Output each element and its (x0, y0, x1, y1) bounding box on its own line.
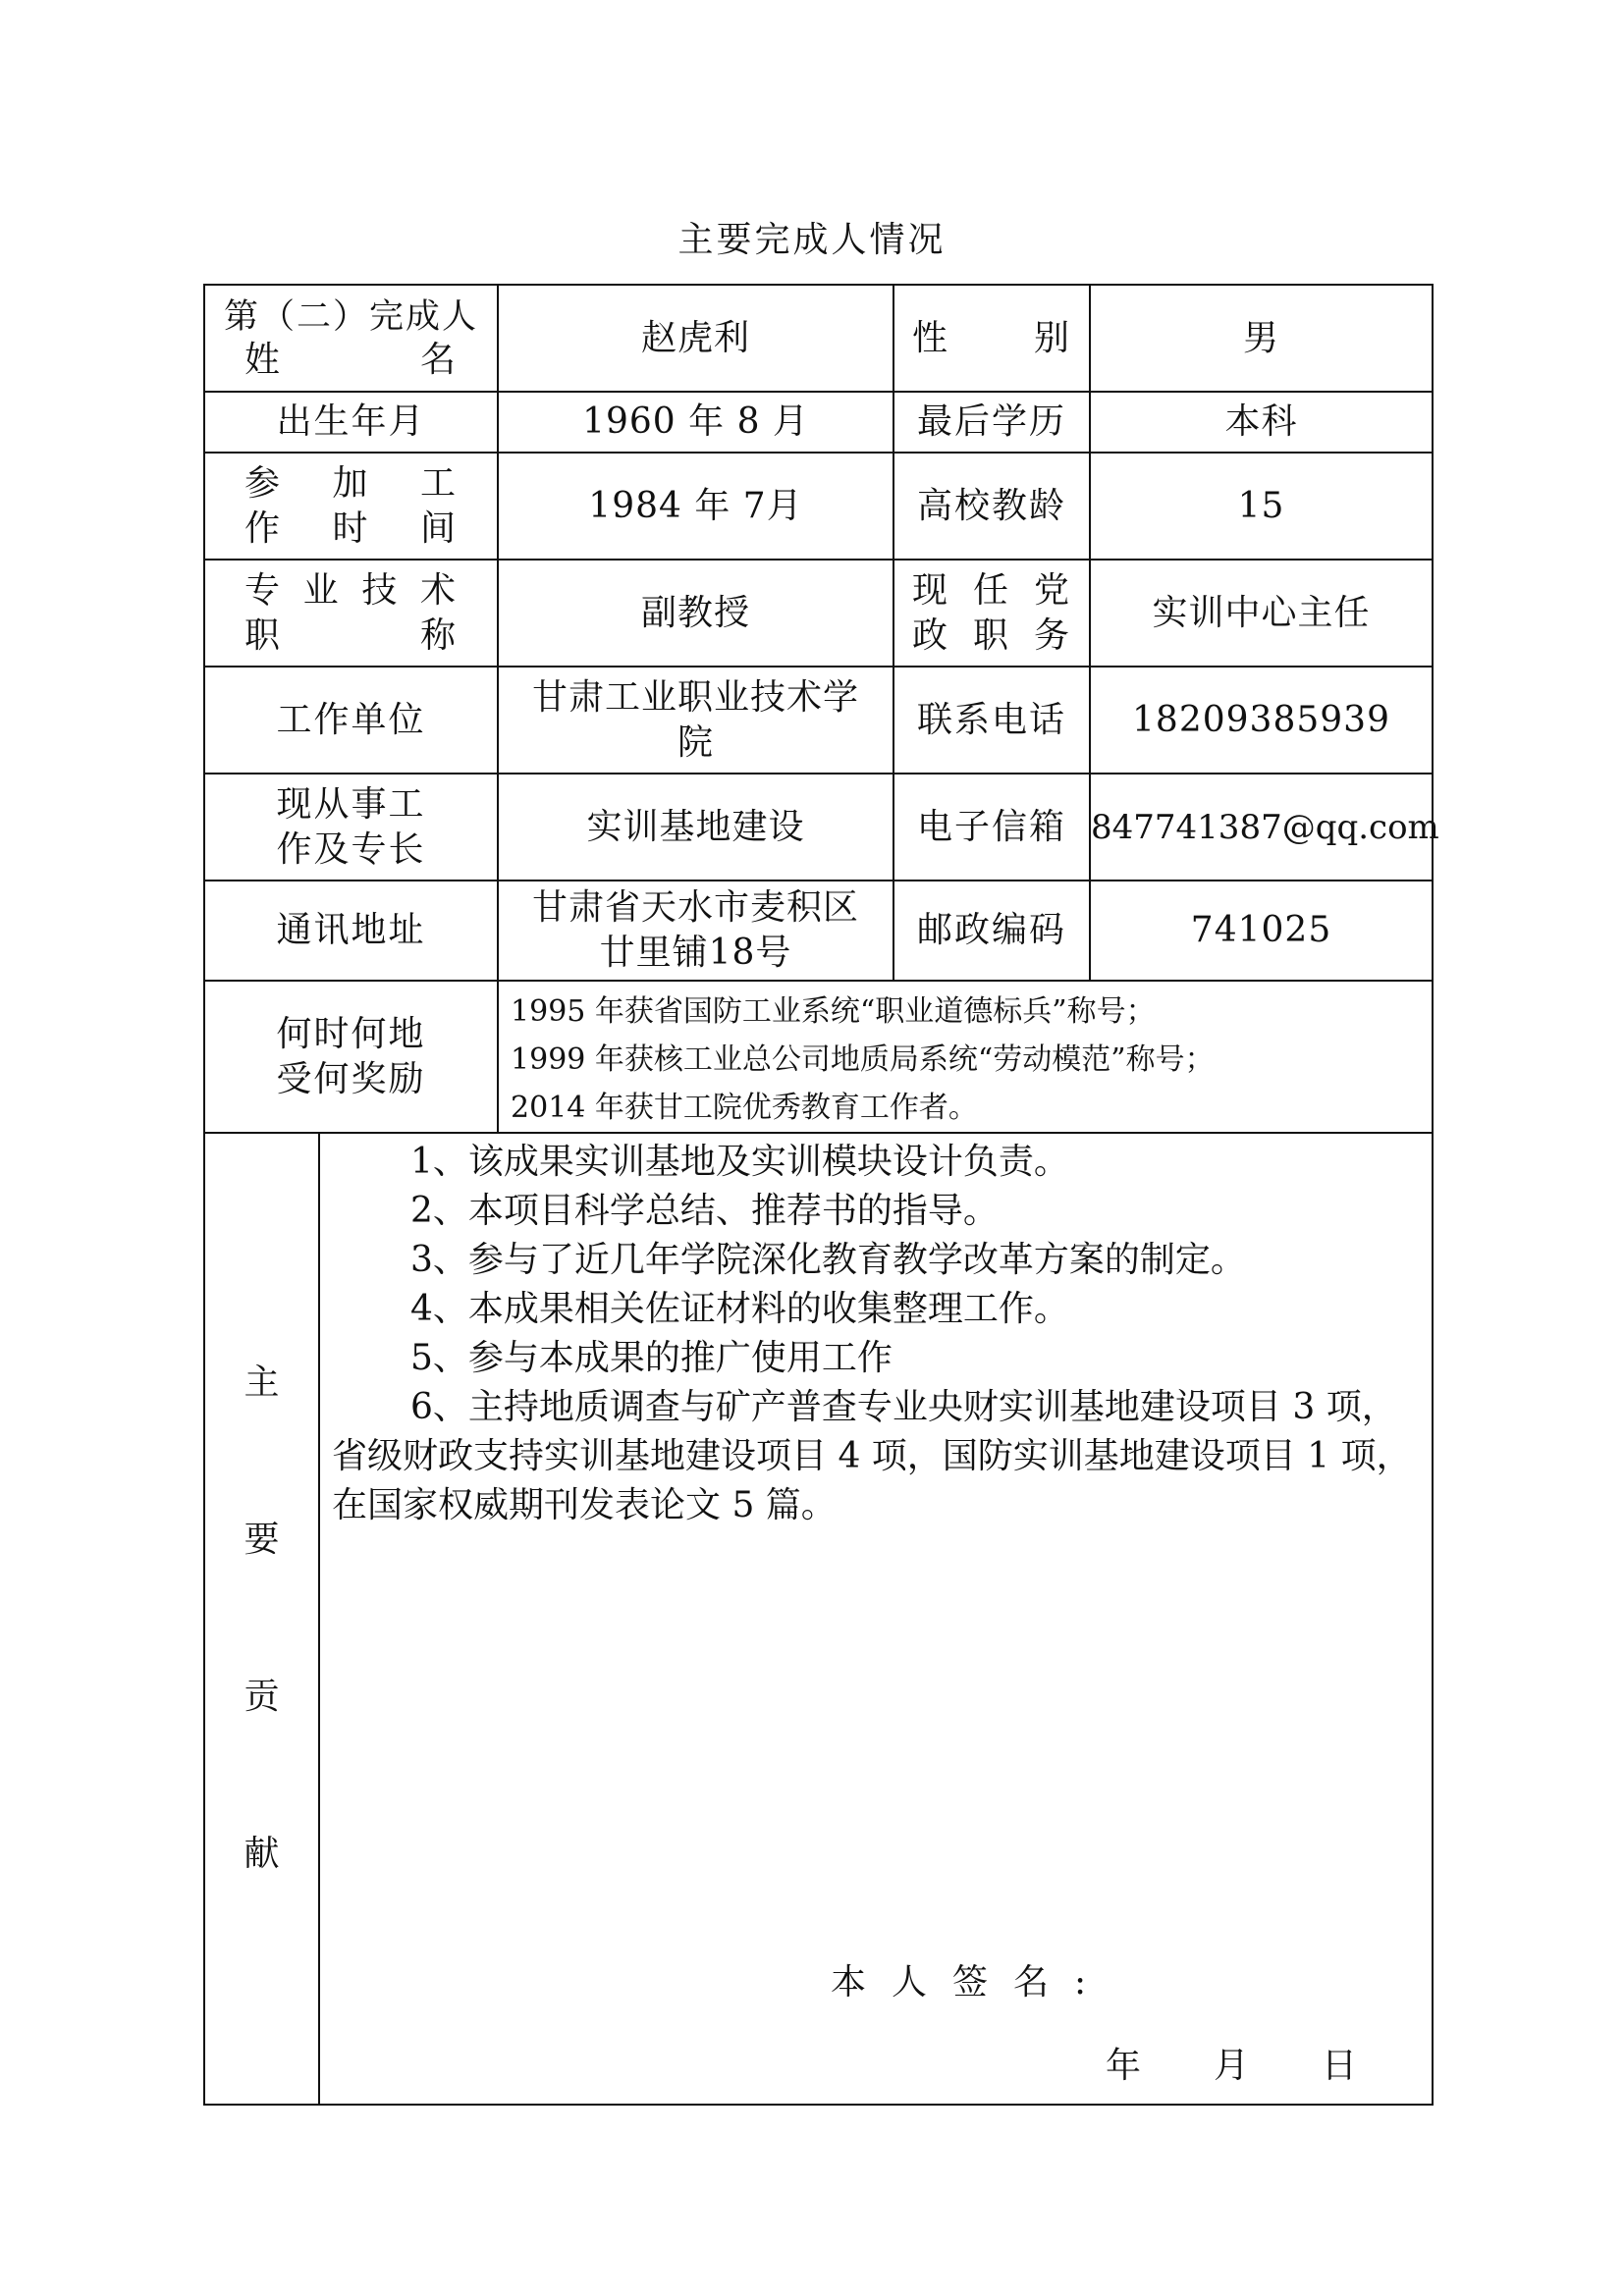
employer-label: 工作单位 (204, 667, 498, 774)
work-start-value: 1984 年 7月 (498, 453, 893, 560)
contribution-item: 1、该成果实训基地及实训模块设计负责。 (410, 1142, 1069, 1182)
address-label: 通讯地址 (204, 881, 498, 981)
specialty-value: 实训基地建设 (498, 774, 893, 881)
awards-list (498, 981, 1433, 1133)
signature-date: 年 月 日 (1106, 2046, 1358, 2086)
professional-title-label: 专业技术 职称 (204, 560, 498, 667)
address-value: 甘肃省天水市麦积区 廿里铺18号 (498, 881, 893, 981)
birth-row (204, 392, 1433, 453)
birth-value: 1960 年 8 月 (498, 392, 893, 453)
education-value: 本科 (1090, 392, 1433, 453)
award-item: 1995 年获省国防工业系统“职业道德标兵”称号； (511, 994, 1156, 1029)
signature-label: 本人签名: (831, 1962, 1112, 2002)
teaching-years-value: 15 (1090, 453, 1433, 560)
specialty-row (204, 774, 1433, 881)
teaching-years-label: 高校教龄 (893, 453, 1090, 560)
email-label: 电子信箱 (893, 774, 1090, 881)
specialty-label: 现从事工 作及专长 (204, 774, 498, 881)
award-item: 1999 年获核工业总公司地质局系统“劳动模范”称号； (511, 1042, 1215, 1077)
contribution-item: 6、主持地质调查与矿产普查专业央财实训基地建设项目 3 项，省级财政支持实训基地建设项目 4 项，国防实训基地建设项目 1 项，在国家权威期刊发表论文 5 篇。 (332, 1387, 1412, 1525)
postcode-value: 741025 (1090, 881, 1433, 981)
party-post-value: 实训中心主任 (1090, 560, 1433, 667)
employer-value: 甘肃工业职业技术学 院 (498, 667, 893, 774)
contribution-item: 3、参与了近几年学院深化教育教学改革方案的制定。 (410, 1240, 1246, 1280)
work-start-row (204, 453, 1433, 560)
name-row (204, 285, 1433, 392)
party-post-label: 现任党 政职务 (893, 560, 1090, 667)
phone-label: 联系电话 (893, 667, 1090, 774)
awards-row (204, 981, 1433, 1133)
award-item: 2014 年获甘工院优秀教育工作者。 (511, 1091, 978, 1125)
email-value: 847741387@qq.com (1090, 774, 1433, 881)
work-start-label: 参加工 作时间 (204, 453, 498, 560)
awards-label: 何时何地 受何奖励 (204, 981, 498, 1133)
birth-label: 出生年月 (204, 392, 498, 453)
gender-value: 男 (1090, 285, 1433, 392)
contribution-item: 2、本项目科学总结、推荐书的指导。 (410, 1191, 999, 1231)
name-value: 赵虎利 (498, 285, 893, 392)
contribution-list (332, 1138, 1418, 1530)
contributions-content (319, 1133, 1433, 2105)
contribution-item: 4、本成果相关佐证材料的收集整理工作。 (410, 1289, 1069, 1329)
title-row (204, 560, 1433, 667)
form-title: 主要完成人情况 (677, 220, 947, 260)
education-label: 最后学历 (893, 392, 1090, 453)
postcode-label: 邮政编码 (893, 881, 1090, 981)
professional-title-value: 副教授 (498, 560, 893, 667)
contribution-item: 5、参与本成果的推广使用工作 (410, 1338, 893, 1378)
phone-value: 18209385939 (1090, 667, 1433, 774)
contributions-label: 主 要 贡 献 (204, 1133, 319, 2105)
employer-row (204, 667, 1433, 774)
contributions-row (204, 1133, 1433, 2105)
name-label: 第（二）完成人 姓名 (204, 285, 498, 392)
completer-info-table (203, 284, 1439, 2106)
gender-label: 性别 (893, 285, 1090, 392)
address-row (204, 881, 1433, 981)
